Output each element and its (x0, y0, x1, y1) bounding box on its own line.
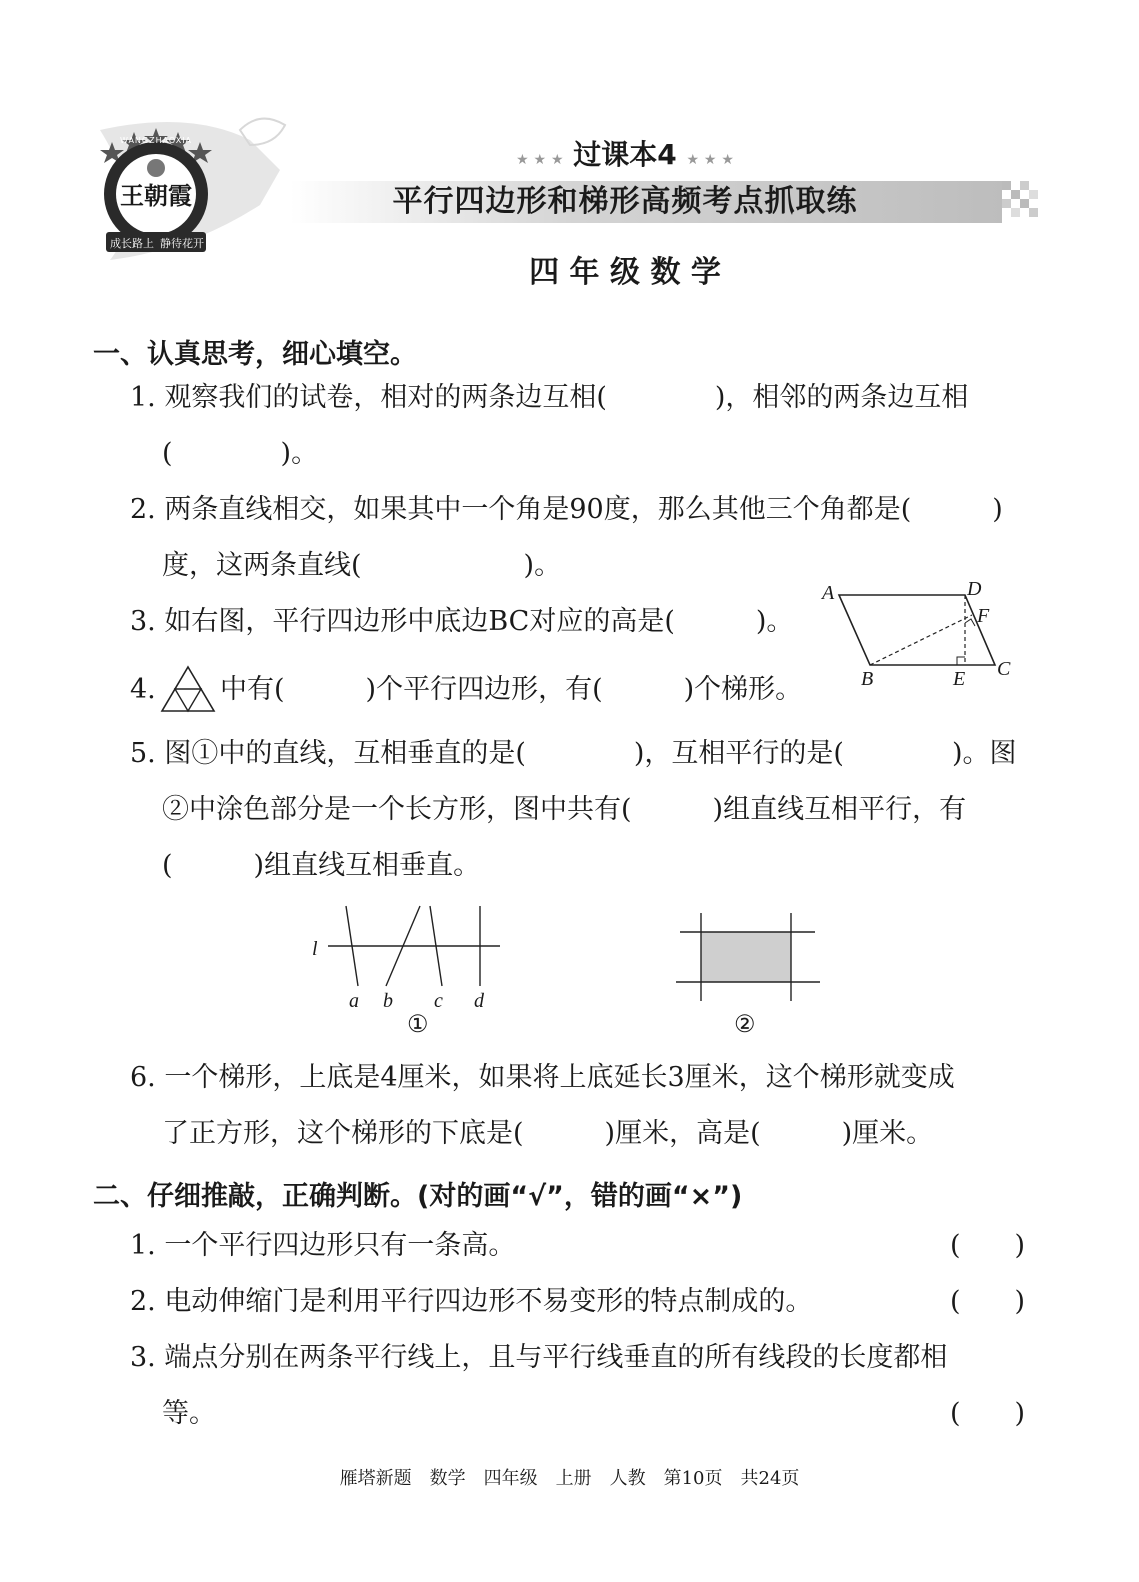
question-1-line-2: ( )。 (162, 438, 319, 469)
question-4-number: 4. (130, 674, 156, 705)
question-5-line-1: 5. 图①中的直线，互相垂直的是( )，互相平行的是( )。图 (130, 738, 1017, 769)
page-subtitle: 四 年 级 数 学 (529, 255, 721, 290)
page-title: 平行四边形和梯形高频考点抓取练 (392, 184, 858, 219)
figure-1-lines (300, 900, 520, 1010)
checker-decoration (1002, 181, 1038, 223)
question-2-line-2: 度，这两条直线( )。 (162, 550, 562, 581)
parallelogram-figure (815, 575, 1025, 695)
fig1-label-a: a (349, 990, 359, 1012)
series-title: 过课本4 (573, 138, 677, 171)
label-E: E (953, 668, 966, 690)
question-6-line-2: 了正方形，这个梯形的下底是( )厘米，高是( )厘米。 (162, 1118, 934, 1149)
label-C: C (997, 658, 1011, 680)
question-1-line-1: 1. 观察我们的试卷，相对的两条边互相( )，相邻的两条边互相 (130, 382, 969, 413)
series-label (500, 133, 750, 173)
judge-1-answer: ( ) (950, 1230, 1026, 1261)
judge-3-answer: ( ) (950, 1398, 1026, 1429)
fig1-caption: ① (407, 1010, 429, 1038)
question-2-line-1: 2. 两条直线相交，如果其中一个角是90度，那么其他三个角都是( ) (130, 494, 1003, 525)
judge-2: 2. 电动伸缩门是利用平行四边形不易变形的特点制成的。 (130, 1286, 813, 1317)
fig1-label-d: d (474, 990, 484, 1012)
fig2-caption: ② (734, 1010, 756, 1038)
label-B: B (861, 668, 874, 690)
fig1-label-c: c (434, 990, 443, 1012)
question-5-line-2: ②中涂色部分是一个长方形，图中共有( )组直线互相平行，有 (162, 794, 967, 825)
label-D: D (967, 578, 982, 600)
figure-2-rectangle (670, 905, 830, 1005)
judge-1: 1. 一个平行四边形只有一条高。 (130, 1230, 516, 1261)
label-A: A (822, 582, 835, 604)
star-icon: ★ ★ ★ (686, 152, 734, 168)
judge-2-answer: ( ) (950, 1286, 1026, 1317)
page-footer: 雁塔新题 数学 四年级 上册 人教 第10页 共24页 (339, 1468, 800, 1489)
judge-3-line-1: 3. 端点分别在两条平行线上，且与平行线垂直的所有线段的长度都相 (130, 1342, 948, 1373)
judge-3-line-2: 等。 (162, 1398, 216, 1429)
question-3: 3. 如右图，平行四边形中底边BC对应的高是( )。 (130, 606, 794, 637)
fig1-label-l: l (312, 938, 318, 960)
logo-tagline-left: 成长路上 (110, 237, 154, 250)
triangle-grid-icon (160, 664, 216, 714)
logo-tagline-right: 静待花开 (160, 237, 204, 250)
section2-heading: 二、仔细推敲，正确判断。(对的画“√”，错的画“×”) (93, 1181, 743, 1212)
section1-heading: 一、认真思考，细心填空。 (93, 339, 417, 370)
question-4: 中有( )个平行四边形，有( )个梯形。 (220, 674, 803, 705)
label-F: F (977, 605, 990, 627)
star-icon: ★ ★ ★ (516, 152, 564, 168)
question-6-line-1: 6. 一个梯形，上底是4厘米，如果将上底延长3厘米，这个梯形就变成 (130, 1062, 955, 1093)
logo-ring-text: WANGZHAOXIA (119, 136, 193, 145)
fig1-label-b: b (383, 990, 393, 1012)
logo-name: 王朝霞 (120, 181, 192, 210)
question-5-line-3: ( )组直线互相垂直。 (162, 850, 481, 881)
